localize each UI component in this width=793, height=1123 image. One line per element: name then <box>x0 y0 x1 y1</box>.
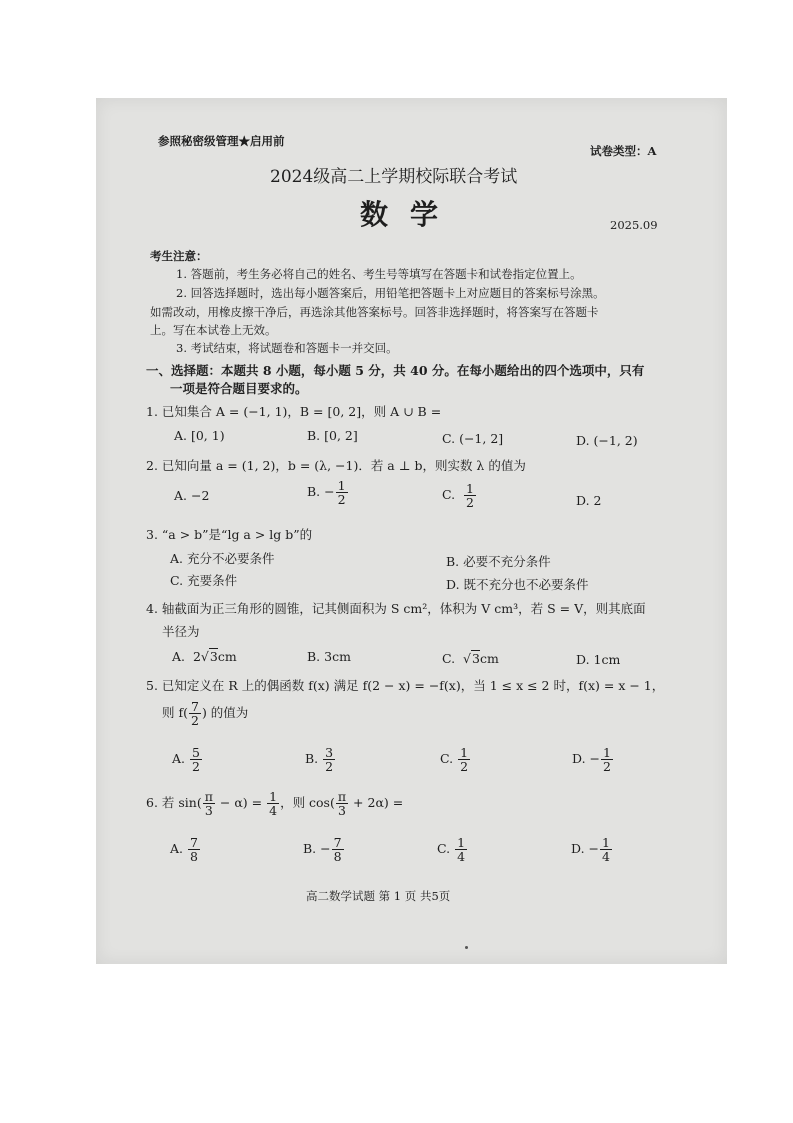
notice-item-3: 3. 考试结束，将试题卷和答题卡一并交回。 <box>176 341 398 355</box>
q4-option-d: D. 1cm <box>576 652 621 667</box>
q4-stem: 4. 轴截面为正三角形的圆锥，记其侧面积为 S cm²，体积为 V cm³，若 S = V，则其底面 <box>146 601 646 616</box>
q2-option-b: B. − $\frac{1}{2}$ <box>307 478 346 508</box>
notice-item-2a: 2. 回答选择题时，选出每小题答案后，用铅笔把答题卡上对应题目的答案标号涂黑。 <box>176 286 605 300</box>
q4-option-b: B. 3cm <box>307 649 351 664</box>
q1-option-a: A. [0, 1) <box>174 428 225 443</box>
q1-option-c: C. (−1, 2] <box>442 431 504 446</box>
notice-item-2c: 上。写在本试卷上无效。 <box>150 323 277 337</box>
notice-item-1: 1. 答题前，考生务必将自己的姓名、考生号等填写在答题卡和试卷指定位置上。 <box>176 267 582 281</box>
q1-option-b: B. [0, 2] <box>307 428 358 443</box>
q4-option-c: C. √3cm <box>442 651 499 666</box>
q5-option-c: C. $\frac{1}{2}$ <box>440 745 469 775</box>
q3-option-d: D. 既不充分也不必要条件 <box>446 577 589 592</box>
q5-stem: 5. 已知定义在 R 上的偶函数 f(x) 满足 f(2 − x) = −f(x)，当 1 ≤ x ≤ 2 时，f(x) = x − 1， <box>146 678 665 693</box>
q1-stem: 1. 已知集合 A = (−1, 1)，B = [0, 2]，则 A ∪ B = <box>146 404 442 419</box>
q5-option-d: D. − $\frac{1}{2}$ <box>572 745 611 775</box>
q3-option-c: C. 充要条件 <box>170 573 238 588</box>
q3-option-a: A. 充分不必要条件 <box>170 551 275 566</box>
q5-stem-2: 则 f( $\frac{7}{2}$ ) 的值为 <box>162 699 249 729</box>
q3-option-b: B. 必要不充分条件 <box>446 554 551 569</box>
subject-title: 数学 <box>360 198 461 231</box>
q6-option-c: C. $\frac{1}{4}$ <box>437 835 466 865</box>
q5-option-b: B. $\frac{3}{2}$ <box>305 745 334 775</box>
paper-type-label: 试卷类型：A <box>590 144 657 158</box>
q2-option-d: D. 2 <box>576 493 602 508</box>
notice-item-2b: 如需改动，用橡皮擦干净后，再选涂其他答案标号。回答非选择题时，将答案写在答题卡 <box>150 305 599 319</box>
q6-option-a: A. $\frac{7}{8}$ <box>170 835 198 865</box>
section-1-heading: 一、选择题：本题共 8 小题，每小题 5 分，共 40 分。在每小题给出的四个选项中，只有 <box>146 363 645 378</box>
notice-heading: 考生注意： <box>150 249 208 263</box>
exam-title: 2024级高二上学期校际联合考试 <box>270 167 518 187</box>
q6-option-b: B. − $\frac{7}{8}$ <box>303 835 342 865</box>
q5-option-a: A. $\frac{5}{2}$ <box>172 745 200 775</box>
exam-date: 2025.09 <box>610 218 658 232</box>
q4-option-a: A. 2√3cm <box>172 649 237 664</box>
q6-stem: 6. 若 sin( $\frac{\pi}{3}$ − α) = $\frac{1}{4}$ ，则 cos( $\frac{\pi}{3}$ + 2α) = <box>146 789 404 819</box>
secrecy-label: 参照秘密级管理★启用前 <box>158 134 285 148</box>
q1-option-d: D. (−1, 2) <box>576 433 638 448</box>
section-1-heading-2: 一项是符合题目要求的。 <box>170 381 308 396</box>
q3-stem: 3. “a > b”是“lg a > lg b”的 <box>146 527 313 542</box>
q2-stem: 2. 已知向量 a = (1, 2)，b = (λ, −1)．若 a ⊥ b，则实数 λ 的值为 <box>146 458 526 473</box>
q2-option-a: A. −2 <box>174 488 210 503</box>
page-footer: 高二数学试题 第 1 页 共5页 <box>306 889 451 903</box>
q2-option-c: C. $\frac{1}{2}$ <box>442 481 474 511</box>
q4-stem-2: 半径为 <box>162 624 200 639</box>
scan-speck <box>465 946 468 949</box>
q6-option-d: D. − $\frac{1}{4}$ <box>571 835 610 865</box>
